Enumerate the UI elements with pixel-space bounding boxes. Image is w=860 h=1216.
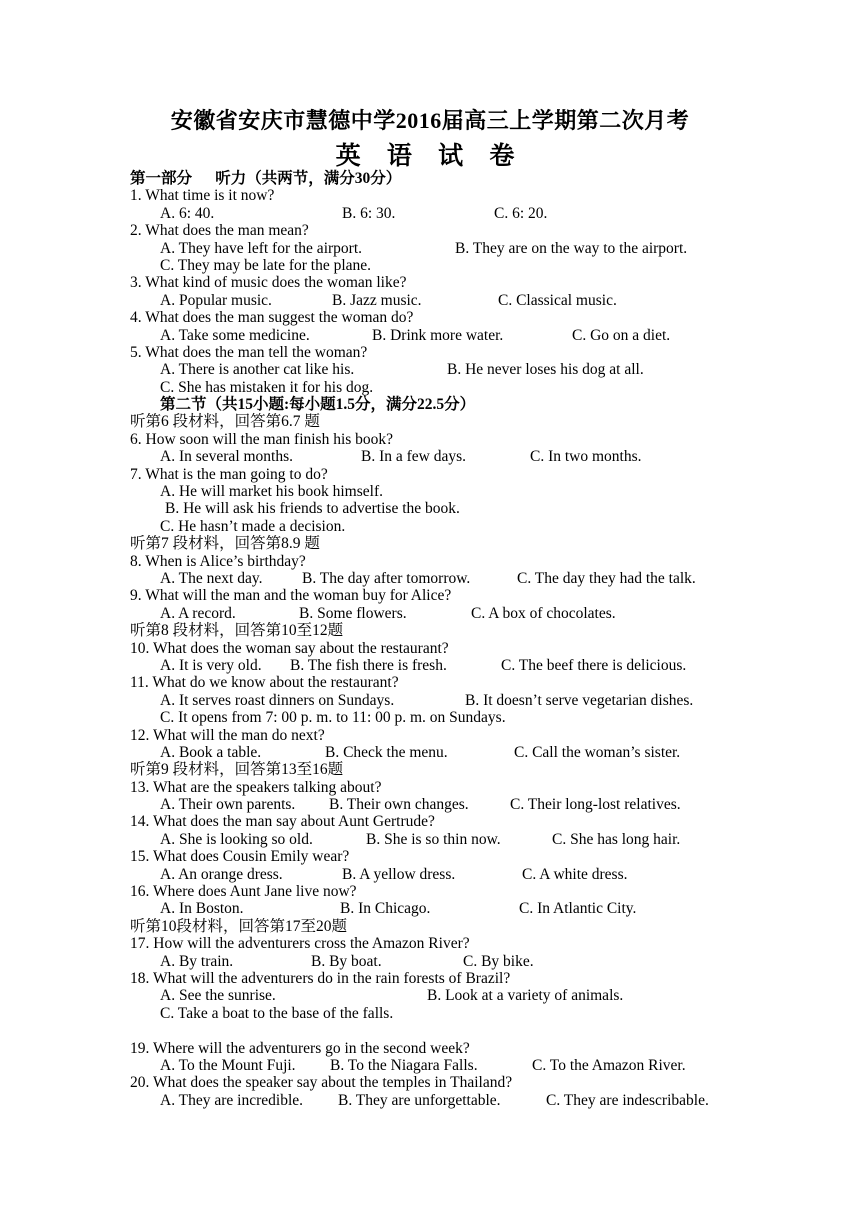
option-c: C. It opens from 7: 00 p. m. to 11: 00 p. m. on Sundays.: [160, 709, 506, 727]
exam-subtitle: 英 语 试 卷: [335, 143, 525, 170]
option-a: A. Popular music.: [160, 291, 272, 309]
question-text: 6. How soon will the man finish his book?: [130, 430, 394, 448]
question-text: 18. What will the adventurers do in the rain forests of Brazil?: [130, 969, 511, 987]
question-text: 1. What time is it now?: [130, 187, 275, 205]
option-b: B. The fish there is fresh.: [290, 656, 447, 674]
part-one-heading: 第一部分 听力（共两节，满分30分）: [130, 170, 402, 187]
options-row: [130, 483, 830, 500]
options-row: [130, 831, 830, 848]
question-text: 20. What does the speaker say about the temples in Thailand?: [130, 1074, 513, 1092]
option-a: A. They are incredible.: [160, 1091, 304, 1109]
option-c: C. They are indescribable.: [546, 1091, 709, 1109]
options-row: [130, 605, 830, 622]
option-a: A. An orange dress.: [160, 865, 283, 883]
option-c: C. In two months.: [530, 448, 642, 466]
option-b: B. Look at a variety of animals.: [427, 987, 624, 1005]
option-b: B. By boat.: [311, 952, 382, 970]
option-a: A. By train.: [160, 952, 234, 970]
option-b: B. Drink more water.: [372, 326, 504, 344]
option-c: C. She has mistaken it for his dog.: [160, 378, 374, 396]
question-text: 7. What is the man going to do?: [130, 465, 328, 483]
option-b: B. To the Niagara Falls.: [330, 1056, 478, 1074]
option-b: B. They are unforgettable.: [338, 1091, 501, 1109]
option-a: A. In Boston.: [160, 900, 244, 918]
options-row: [130, 292, 830, 309]
options-row: [130, 709, 830, 726]
options-row: [130, 379, 830, 396]
options-row: [130, 500, 830, 517]
option-a: A. She is looking so old.: [160, 830, 313, 848]
material-instruction: 听第8 段材料，回答第10至12题: [130, 622, 344, 640]
option-a: A. To the Mount Fuji.: [160, 1056, 296, 1074]
option-a: A. The next day.: [160, 569, 263, 587]
options-row: [130, 1092, 830, 1109]
option-b: B. Some flowers.: [299, 604, 407, 622]
options-row: [130, 518, 830, 535]
option-c: C. To the Amazon River.: [532, 1056, 686, 1074]
option-b: B. A yellow dress.: [342, 865, 456, 883]
question-text: 9. What will the man and the woman buy for Alice?: [130, 587, 452, 605]
options-row: [130, 1057, 830, 1074]
option-b: B. She is so thin now.: [366, 830, 501, 848]
section-two-heading: [130, 396, 830, 413]
option-a: A. It is very old.: [160, 656, 262, 674]
options-row: [130, 205, 830, 222]
options-row: [130, 900, 830, 917]
question-text: 11. What do we know about the restaurant?: [130, 674, 399, 692]
option-c: C. A white dress.: [522, 865, 628, 883]
option-c: C. The day they had the talk.: [517, 569, 696, 587]
options-row: [130, 361, 830, 378]
option-c: C. By bike.: [463, 952, 534, 970]
question-text: 4. What does the man suggest the woman do?: [130, 309, 414, 327]
options-row: [130, 657, 830, 674]
option-b: B. Their own changes.: [329, 796, 469, 814]
material-instruction: 听第6 段材料，回答第6.7 题: [130, 413, 320, 431]
option-c: C. Classical music.: [498, 291, 617, 309]
options-row: [130, 866, 830, 883]
question-text: 14. What does the man say about Aunt Gertrude?: [130, 813, 435, 831]
exam-title: 安徽省安庆市慧德中学2016届高三上学期第二次月考: [170, 108, 690, 133]
option-b: B. It doesn’t serve vegetarian dishes.: [465, 691, 694, 709]
blank-line: [130, 1022, 830, 1039]
option-a: A. It serves roast dinners on Sundays.: [160, 691, 395, 709]
option-a: A. Book a table.: [160, 743, 262, 761]
option-b: B. Jazz music.: [332, 291, 422, 309]
option-c: C. Take a boat to the base of the falls.: [160, 1004, 394, 1022]
material-instruction: 听第7 段材料，回答第8.9 题: [130, 535, 320, 553]
option-a: A. Take some medicine.: [160, 326, 310, 344]
option-b: B. He will ask his friends to advertise the book.: [165, 500, 460, 518]
exam-content: [130, 170, 830, 1109]
option-a: A. A record.: [160, 604, 236, 622]
options-row: [130, 744, 830, 761]
options-row: [130, 1005, 830, 1022]
option-a: A. See the sunrise.: [160, 987, 276, 1005]
option-b: B. Check the menu.: [325, 743, 448, 761]
options-row: [130, 953, 830, 970]
options-row: [130, 240, 830, 257]
material-instruction: 听第10段材料，回答第17至20题: [130, 917, 348, 935]
options-row: [130, 257, 830, 274]
question-text: 19. Where will the adventurers go in the second week?: [130, 1039, 470, 1057]
options-row: [130, 327, 830, 344]
option-a: A. Their own parents.: [160, 796, 296, 814]
question-text: 3. What kind of music does the woman like?: [130, 274, 407, 292]
question-text: 12. What will the man do next?: [130, 726, 325, 744]
option-b: B. They are on the way to the airport.: [455, 239, 688, 257]
question-text: 8. When is Alice’s birthday?: [130, 552, 306, 570]
options-row: [130, 987, 830, 1004]
option-c: C. She has long hair.: [552, 830, 681, 848]
option-c: C. A box of chocolates.: [471, 604, 616, 622]
options-row: [130, 796, 830, 813]
option-c: C. In Atlantic City.: [519, 900, 637, 918]
material-instruction: 听第9 段材料，回答第13至16题: [130, 761, 344, 779]
option-c: C. Go on a diet.: [572, 326, 671, 344]
question-text: 10. What does the woman say about the restaurant?: [130, 639, 449, 657]
option-a: A. He will market his book himself.: [160, 483, 383, 501]
option-c: C. They may be late for the plane.: [160, 256, 372, 274]
question-text: 13. What are the speakers talking about?: [130, 778, 382, 796]
option-b: B. 6: 30.: [342, 204, 396, 222]
question-text: 15. What does Cousin Emily wear?: [130, 848, 350, 866]
option-b: B. He never loses his dog at all.: [447, 361, 644, 379]
options-row: [130, 570, 830, 587]
option-b: B. The day after tomorrow.: [302, 569, 471, 587]
options-row: [130, 448, 830, 465]
options-row: [130, 692, 830, 709]
question-text: 2. What does the man mean?: [130, 222, 309, 240]
option-a: A. 6: 40.: [160, 204, 215, 222]
question-text: 16. Where does Aunt Jane live now?: [130, 883, 357, 901]
option-c: C. The beef there is delicious.: [501, 656, 687, 674]
option-c: C. Call the woman’s sister.: [514, 743, 681, 761]
option-b: B. In Chicago.: [340, 900, 431, 918]
option-a: A. There is another cat like his.: [160, 361, 355, 379]
section-two-text: 第二节（共15小题:每小题1.5分，满分22.5分）: [160, 396, 476, 414]
question-text: 17. How will the adventurers cross the Amazon River?: [130, 935, 470, 953]
option-c: C. Their long-lost relatives.: [510, 796, 681, 814]
option-c: C. 6: 20.: [494, 204, 548, 222]
option-a: A. They have left for the airport.: [160, 239, 362, 257]
question-text: 5. What does the man tell the woman?: [130, 343, 368, 361]
option-b: B. In a few days.: [361, 448, 467, 466]
option-c: C. He hasn’t made a decision.: [160, 517, 346, 535]
option-a: A. In several months.: [160, 448, 294, 466]
